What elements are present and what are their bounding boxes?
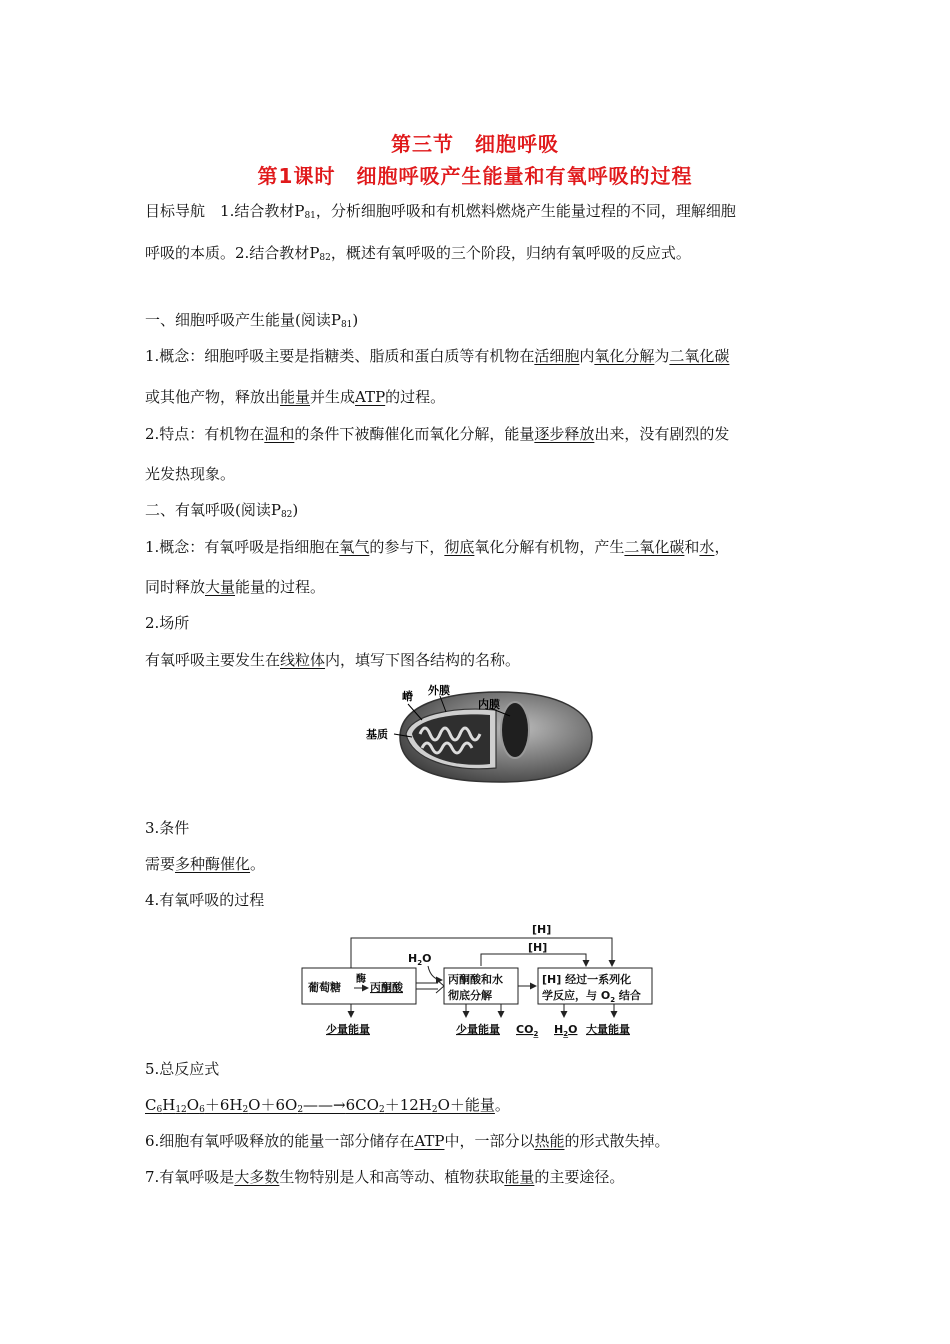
aerobic-respiration-flow bbox=[296, 920, 666, 1042]
output-water: $H_2O$ bbox=[554, 1023, 578, 1038]
s2-concept-line-2: 同时释放大量能量的过程。 bbox=[145, 578, 326, 596]
inner-membrane-shape bbox=[501, 702, 529, 758]
section-1-heading: 一、细胞呼吸产生能量(阅读$P_{81}$) bbox=[145, 311, 359, 330]
hydrogen-label-top: [H] bbox=[532, 923, 552, 936]
total-equation: $C_6H_{12}O_6+6H_2O+6O_2——\to 6CO_2+12H_2O+$能量。 bbox=[145, 1096, 510, 1115]
mitochondrion-figure bbox=[360, 682, 600, 792]
blank-answer: ATP bbox=[355, 388, 386, 406]
section-2-heading: 二、有氧呼吸(阅读$P_{82}$) bbox=[145, 501, 299, 520]
hydrogen-label-mid: [H] bbox=[528, 941, 548, 954]
goal-line-1: 目标导航 1.结合教材$P_{81}$，分析细胞呼吸和有机燃料燃烧产生能量过程的不同，理解细胞 bbox=[145, 202, 736, 221]
s1-feature-line-2: 光发热现象。 bbox=[145, 465, 236, 483]
blank-answer: 氧化分解 bbox=[594, 347, 655, 365]
label-inner-membrane: 内膜 bbox=[478, 698, 500, 711]
stage3-line-2: 学反应，与 $O_2$ 结合 bbox=[542, 989, 641, 1004]
s2-main-pathway: 7.有氧呼吸是大多数生物特别是人和高等动、植物获取能量的主要途径。 bbox=[145, 1168, 625, 1186]
enzyme-label: 酶 bbox=[356, 974, 366, 985]
blank-answer: 热能 bbox=[534, 1132, 565, 1150]
page-title: 第三节 细胞呼吸 bbox=[391, 132, 559, 156]
s2-condition-text: 需要多种酶催化。 bbox=[145, 855, 266, 873]
blank-answer: 线粒体 bbox=[280, 651, 326, 669]
s1-feature-line-1: 2.特点：有机物在温和的条件下被酶催化而氧化分解，能量逐步释放出来，没有剧烈的发 bbox=[145, 425, 730, 443]
blank-answer: $C_6H_{12}O_6+6H_2O+6O_2——\to 6CO_2+12H_2O+$能量 bbox=[145, 1096, 495, 1115]
blank-answer: 能量 bbox=[280, 388, 311, 406]
blank-answer: 二氧化碳 bbox=[624, 538, 685, 556]
output-large-energy: 大量能量 bbox=[586, 1023, 630, 1036]
stage3-line-1: [H] 经过一系列化 bbox=[542, 973, 632, 986]
blank-answer: 逐步释放 bbox=[534, 425, 595, 443]
output-co2: $CO_2$ bbox=[516, 1023, 539, 1038]
s2-energy-storage: 6.细胞有氧呼吸释放的能量一部分储存在ATP中，一部分以热能的形式散失掉。 bbox=[145, 1132, 670, 1150]
s2-place-text: 有氧呼吸主要发生在线粒体内，填写下图各结构的名称。 bbox=[145, 651, 521, 669]
label-crista: 嵴 bbox=[402, 690, 413, 703]
s1-concept-line-2: 或其他产物，释放出能量并生成ATP的过程。 bbox=[145, 388, 446, 406]
s2-process-title: 4.有氧呼吸的过程 bbox=[145, 891, 265, 909]
goal-label: 目标导航 bbox=[145, 202, 206, 220]
label-matrix: 基质 bbox=[366, 728, 388, 741]
blank-answer: 能量 bbox=[504, 1168, 535, 1186]
blank-answer: 活细胞 bbox=[534, 347, 580, 365]
goal-line-2: 呼吸的本质。2.结合教材$P_{82}$，概述有氧呼吸的三个阶段，归纳有氧呼吸的反应式。 bbox=[145, 244, 691, 263]
s2-concept-line-1: 1.概念：有氧呼吸是指细胞在氧气的参与下，彻底氧化分解有机物，产生二氧化碳和水， bbox=[145, 538, 730, 556]
label-outer-membrane: 外膜 bbox=[428, 684, 450, 697]
s1-concept-line-1: 1.概念：细胞呼吸主要是指糖类、脂质和蛋白质等有机物在活细胞内氧化分解为二氧化碳 bbox=[145, 347, 730, 365]
blank-answer: 大多数 bbox=[234, 1168, 280, 1186]
s2-condition-title: 3.条件 bbox=[145, 819, 190, 837]
s2-place-title: 2.场所 bbox=[145, 614, 190, 632]
water-input-label: $H_2O$ bbox=[408, 952, 432, 967]
blank-answer: 水 bbox=[699, 538, 715, 556]
page-subtitle: 第1课时 细胞呼吸产生能量和有氧呼吸的过程 bbox=[257, 164, 693, 188]
pyruvate-label: 丙酮酸 bbox=[370, 981, 403, 994]
blank-answer: 二氧化碳 bbox=[669, 347, 730, 365]
output-small-energy-1: 少量能量 bbox=[326, 1023, 370, 1036]
s2-equation-title: 5.总反应式 bbox=[145, 1060, 220, 1078]
output-small-energy-2: 少量能量 bbox=[456, 1023, 500, 1036]
glucose-label: 葡萄糖 bbox=[308, 981, 341, 994]
blank-answer: ATP bbox=[414, 1132, 445, 1150]
blank-answer: 大量 bbox=[205, 578, 236, 596]
stage2-line-1: 丙酮酸和水 bbox=[448, 973, 503, 986]
stage2-line-2: 彻底分解 bbox=[448, 989, 492, 1002]
blank-answer: 彻底 bbox=[444, 538, 475, 556]
blank-answer: 温和 bbox=[264, 425, 295, 443]
blank-answer: 氧气 bbox=[339, 538, 370, 556]
blank-answer: 多种酶催化 bbox=[175, 855, 251, 873]
